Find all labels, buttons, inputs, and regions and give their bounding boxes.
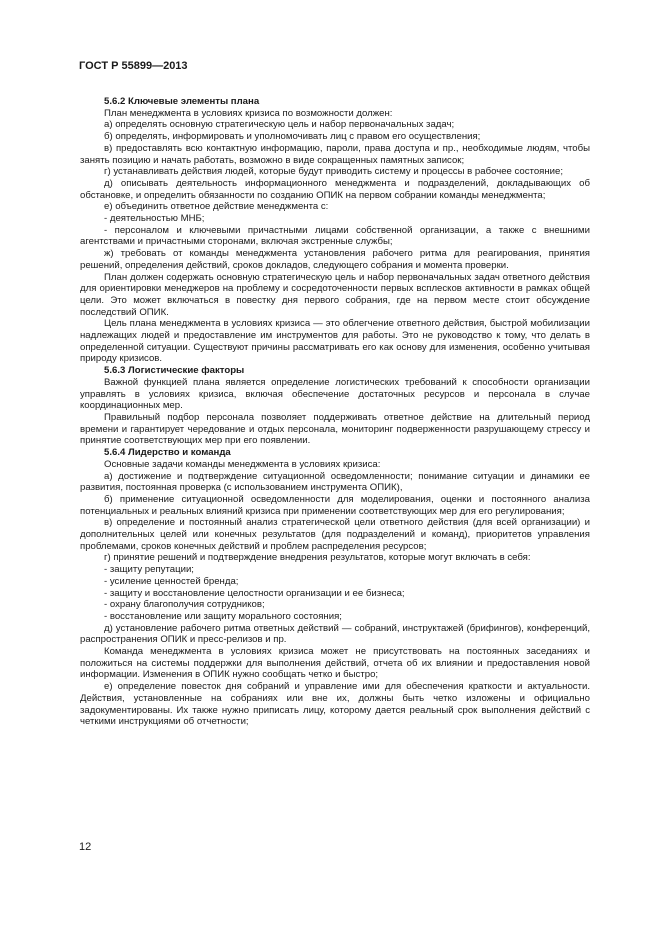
paragraph: Цель плана менеджмента в условиях кризиса — это облегчение ответного действия, быстрой мобилизации надлежащих людей и предоставление им инструментов для работы. Это не руководство к тому, что делать в определенной ситуации. Существуют причины рассматривать его как основу для изменения, особенно учитывая природу кризисов. — [80, 318, 590, 365]
paragraph: - защиту и восстановление целостности организации и ее бизнеса; — [104, 587, 405, 599]
paragraph: План менеджмента в условиях кризиса по возможности должен: — [104, 107, 393, 119]
paragraph: - восстановление или защиту морального состояния; — [104, 610, 342, 622]
paragraph: г) принятие решений и подтверждение внедрения результатов, которые могут включать в себя: — [104, 552, 531, 564]
paragraph: е) объединить ответное действие менеджмента с: — [104, 201, 329, 213]
paragraph: б) применение ситуационной осведомленности для моделирования, оценки и постоянного анализа потенциальных и реальных влияний кризиса при применении соответствующих мер для его регулирования; — [80, 493, 590, 517]
paragraph: е) определение повесток дня собраний и управление ими для обеспечения краткости и актуальности. Действия, установленные на собраниях или вне их, должны быть четко изложены и официально задокументированы. Их также нужно приписать лицу, которому дается реальный срок выполнения действий с четкими инструкциями об отчетности; — [80, 681, 590, 728]
paragraph: План должен содержать основную стратегическую цель и набор первоначальных задач ответного действия для ориентировки менеджеров на проблему и сосредоточенности первых всплесков активности в рамках общей цели. Это может включаться в повестку дня первого собрания, где на первом месте стоит обсуждение последствий ОПИК. — [80, 271, 590, 318]
paragraph: а) достижение и подтверждение ситуационной осведомленности; понимание ситуации и динамики ее развития, постоянная проверка (с использованием инструмента ОПИК), — [80, 470, 590, 494]
section-heading: 5.6.4 Лидерство и команда — [104, 447, 231, 459]
paragraph: - деятельностью МНБ; — [104, 213, 205, 225]
paragraph: ж) требовать от команды менеджмента установления рабочего ритма для реагирования, принятия решений, определения действий, сроков докладов, следующего собрания и момента проверки. — [80, 248, 590, 271]
paragraph: - персоналом и ключевыми причастными лицами собственной организации, а также с внешними агентствами и причастными сторонами, включая экстренные службы; — [80, 224, 590, 248]
paragraph: в) предоставлять всю контактную информацию, пароли, права доступа и пр., необходимые людям, чтобы занять позицию и начать работать, возможно в виде сокращенных памятных записок; — [80, 142, 590, 166]
section-heading: 5.6.3 Логистические факторы — [104, 365, 245, 377]
paragraph: - усиление ценностей бренда; — [104, 575, 239, 587]
paragraph: а) определять основную стратегическую цель и набор первоначальных задач; — [104, 119, 455, 131]
page-number: 12 — [79, 841, 92, 853]
paragraph: д) описывать деятельность информационного менеджмента и подразделений, докладывающих об обстановке, и определить обязанности по созданию ОПИК на первом собрании команды менеджмента; — [80, 177, 590, 201]
document-header: ГОСТ Р 55899—2013 — [79, 60, 188, 72]
paragraph: в) определение и постоянный анализ стратегической цели ответного действия (для всей организации) и дополнительных целей или конечных результатов (для подразделений и команд), приоритетов управления проблемами, сроков конечных действий и проблем распределения ресурсов; — [80, 517, 590, 552]
paragraph: - защиту репутации; — [104, 564, 194, 576]
paragraph: б) определять, информировать и уполномочивать лиц с правом его осуществления; — [104, 131, 481, 143]
paragraph: - охрану благополучия сотрудников; — [104, 599, 265, 611]
paragraph: Правильный подбор персонала позволяет поддерживать ответное действие на длительный период времени и гарантирует чередование и отдых персонала, мониторинг подверженности разрушающему стрессу и принятие соответствующих мер при его появлении. — [80, 411, 590, 447]
paragraph: Важной функцией плана является определение логистических требований к способности организации управлять в условиях кризиса, включая обеспечение достаточных ресурсов и персонала в случае координационных мер. — [80, 376, 590, 412]
section-heading: 5.6.2 Ключевые элементы плана — [104, 96, 260, 107]
document-body — [80, 96, 590, 728]
paragraph: Основные задачи команды менеджмента в условиях кризиса: — [104, 458, 381, 470]
paragraph: д) установление рабочего ритма ответных действий — собраний, инструктажей (брифингов), конференций, распространения ОПИК и пресс-релизов и пр. — [80, 622, 590, 646]
paragraph: г) устанавливать действия людей, которые будут приводить систему и процессы в рабочее состояние; — [104, 166, 564, 178]
paragraph: Команда менеджмента в условиях кризиса может не присутствовать на постоянных заседаниях и положиться на системы поддержки для выполнения действий, отчета об их влиянии и предоставления новой информации. Изменения в ОПИК нужно сообщать четко и быстро; — [80, 646, 590, 681]
